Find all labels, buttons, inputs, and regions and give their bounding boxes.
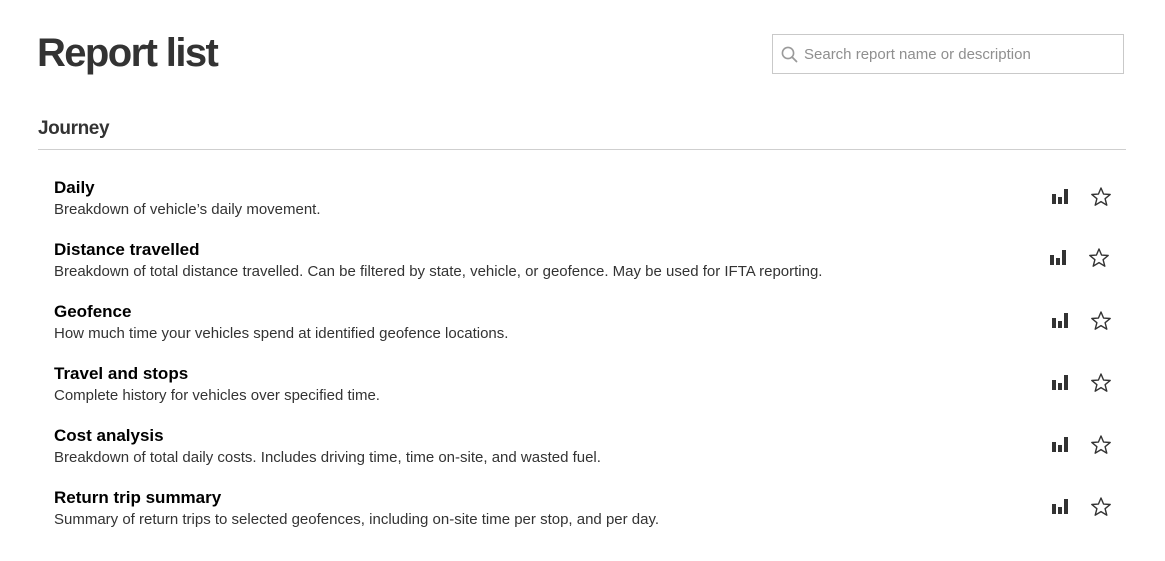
report-item-return-trip-summary[interactable] [0, 476, 1165, 538]
search-input[interactable] [804, 35, 1114, 73]
bar-chart-icon[interactable] [1049, 372, 1073, 394]
report-item-distance-travelled[interactable] [0, 228, 1165, 290]
report-list [0, 166, 1165, 538]
report-name[interactable]: Distance travelled [54, 240, 200, 259]
star-outline-icon[interactable] [1089, 372, 1113, 394]
section-title: Journey [38, 118, 110, 139]
star-outline-icon[interactable] [1087, 247, 1111, 269]
report-item-daily[interactable] [0, 166, 1165, 228]
report-description: Breakdown of total daily costs. Includes driving time, time on-site, and wasted fuel. [54, 449, 601, 466]
report-name[interactable]: Return trip summary [54, 488, 222, 507]
page-title: Report list [37, 31, 218, 75]
report-name[interactable]: Cost analysis [54, 426, 164, 445]
star-outline-icon[interactable] [1089, 496, 1113, 518]
report-item-geofence[interactable] [0, 290, 1165, 352]
star-outline-icon[interactable] [1089, 186, 1113, 208]
report-item-travel-and-stops[interactable] [0, 352, 1165, 414]
report-description: Complete history for vehicles over specified time. [54, 387, 380, 404]
bar-chart-icon[interactable] [1049, 310, 1073, 332]
report-description: How much time your vehicles spend at identified geofence locations. [54, 325, 509, 342]
bar-chart-icon[interactable] [1049, 186, 1073, 208]
report-name[interactable]: Daily [54, 178, 95, 197]
report-name[interactable]: Geofence [54, 302, 132, 321]
search-box[interactable] [772, 34, 1124, 74]
report-item-cost-analysis[interactable] [0, 414, 1165, 476]
star-outline-icon[interactable] [1089, 434, 1113, 456]
bar-chart-icon[interactable] [1049, 434, 1073, 456]
report-description: Breakdown of vehicle’s daily movement. [54, 201, 321, 218]
report-description: Breakdown of total distance travelled. Can be filtered by state, vehicle, or geofence. May be used for IFTA reporting. [54, 263, 823, 280]
bar-chart-icon[interactable] [1049, 496, 1073, 518]
report-description: Summary of return trips to selected geofences, including on-site time per stop, and per day. [54, 511, 660, 528]
report-name[interactable]: Travel and stops [54, 364, 189, 383]
section-divider [38, 149, 1126, 150]
search-icon [781, 46, 798, 63]
bar-chart-icon[interactable] [1047, 247, 1071, 269]
star-outline-icon[interactable] [1089, 310, 1113, 332]
